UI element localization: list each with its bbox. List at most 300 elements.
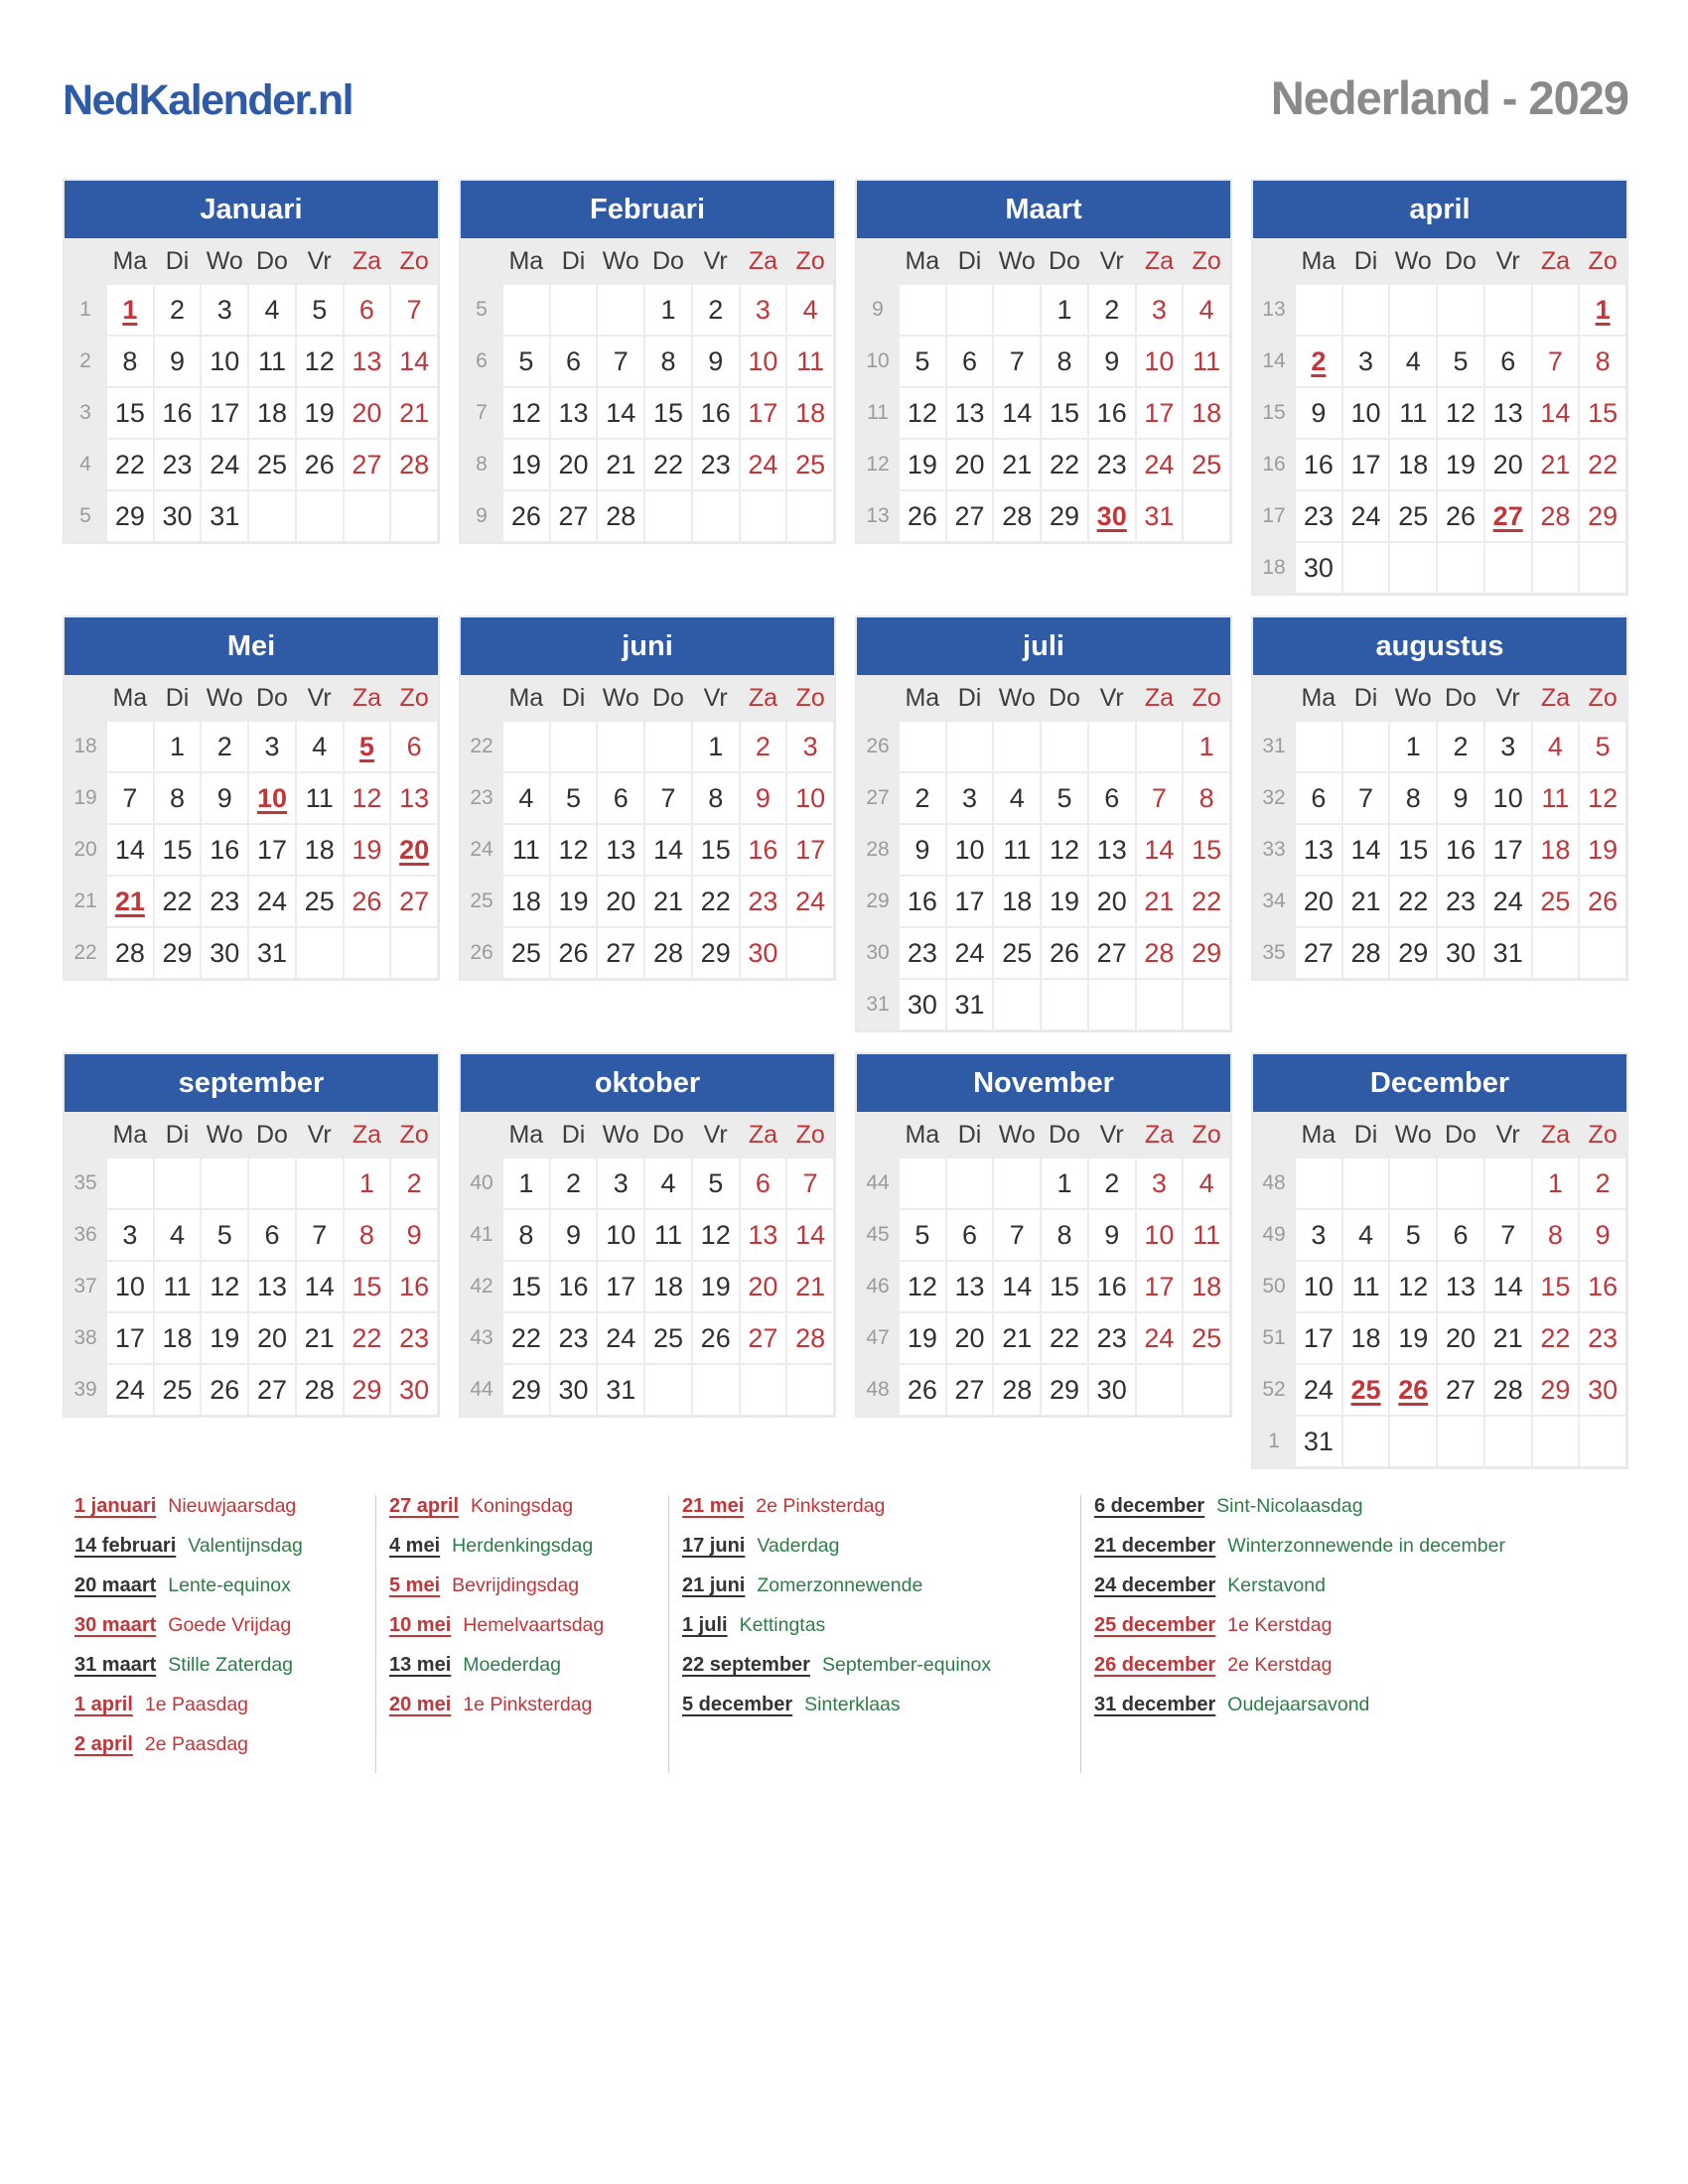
day-cell: 19: [550, 876, 598, 927]
week-number: 46: [866, 1275, 890, 1297]
day-cell: 9: [550, 1209, 598, 1261]
day-cell: 6: [946, 1209, 994, 1261]
day-cell: 11: [1183, 336, 1230, 387]
week-number: 18: [73, 735, 97, 757]
empty-day-cell: [993, 284, 1041, 336]
empty-day-cell: [597, 284, 644, 336]
day-cell: 2: [1088, 284, 1136, 336]
legend-label: 2e Paasdag: [144, 1733, 249, 1755]
day-cell: 27: [344, 439, 391, 490]
day-cell: 17: [201, 387, 248, 439]
day-cell: 5: [1041, 772, 1088, 824]
day-cell: 26: [692, 1312, 740, 1364]
day-cell: 29: [502, 1364, 550, 1416]
day-cell: 28: [644, 927, 692, 979]
empty-day-cell: [1484, 1416, 1532, 1467]
day-cell: 8: [502, 1209, 550, 1261]
day-cell: 9: [1088, 336, 1136, 387]
empty-day-cell: [1389, 1416, 1437, 1467]
day-cell: 18: [993, 876, 1041, 927]
day-cell: 12: [1041, 824, 1088, 876]
day-cell: 17: [597, 1261, 644, 1312]
page-header: [63, 48, 1628, 125]
month-table: [857, 238, 1230, 542]
legend-date: 21 mei: [682, 1495, 745, 1517]
day-cell: 24: [597, 1312, 644, 1364]
day-cell: 30: [899, 979, 946, 1030]
day-cell: 1: [1532, 1158, 1580, 1209]
legend-label: Sinterklaas: [804, 1694, 901, 1715]
day-cell: 26: [899, 1364, 946, 1416]
day-header: Di: [957, 246, 982, 275]
day-cell: 12: [550, 824, 598, 876]
month-table: [461, 675, 834, 979]
month-december: [1251, 1052, 1628, 1469]
day-header: Di: [1353, 246, 1378, 275]
legend-item: [74, 1535, 361, 1559]
legend-date: 21 juni: [682, 1574, 746, 1596]
day-cell: 30: [154, 490, 202, 542]
day-cell: 12: [344, 772, 391, 824]
day-cell: 13: [946, 1261, 994, 1312]
day-cell: 20: [344, 387, 391, 439]
week-number: 22: [73, 941, 97, 964]
week-number: 5: [79, 504, 91, 527]
day-cell: 18: [1183, 387, 1230, 439]
day-cell: 16: [692, 387, 740, 439]
day-cell: 1: [502, 1158, 550, 1209]
day-cell: 13: [1437, 1261, 1484, 1312]
day-cell: 7: [296, 1209, 344, 1261]
day-cell: 6: [946, 336, 994, 387]
day-cell: 16: [154, 387, 202, 439]
day-cell: 30: [1295, 542, 1342, 594]
day-cell: 15: [1183, 824, 1230, 876]
day-cell: 9: [1437, 772, 1484, 824]
day-cell: 15: [1041, 1261, 1088, 1312]
day-cell: 7: [1532, 336, 1580, 387]
day-cell: 30: [1579, 1364, 1626, 1416]
day-cell: 24: [1136, 439, 1184, 490]
week-number: 29: [866, 889, 890, 912]
day-cell: 2: [1437, 721, 1484, 772]
day-header: Zo: [1588, 1120, 1618, 1149]
empty-day-cell: [1183, 1364, 1230, 1416]
day-cell: 4: [1183, 1158, 1230, 1209]
day-cell: 18: [248, 387, 296, 439]
empty-day-cell: [1136, 979, 1184, 1030]
day-cell: 16: [740, 824, 787, 876]
day-header: Wo: [1394, 1120, 1432, 1149]
day-cell: 11: [786, 336, 834, 387]
day-cell: 30: [1088, 490, 1136, 542]
day-cell: 17: [1484, 824, 1532, 876]
empty-day-cell: [1532, 1416, 1580, 1467]
day-header: Do: [1445, 246, 1477, 275]
week-number: 1: [1268, 1430, 1280, 1452]
day-header: Ma: [508, 1120, 544, 1149]
day-cell: 31: [1136, 490, 1184, 542]
day-cell: 18: [1183, 1261, 1230, 1312]
day-header: Di: [561, 683, 586, 712]
legend-date: 14 februari: [74, 1535, 177, 1557]
day-cell: 9: [390, 1209, 438, 1261]
day-cell: 14: [993, 387, 1041, 439]
legend-label: Kettingtas: [739, 1614, 826, 1636]
month-table: [1253, 1112, 1626, 1467]
day-cell: 7: [597, 336, 644, 387]
week-number: 11: [867, 401, 889, 424]
day-cell: 19: [1437, 439, 1484, 490]
day-cell: 6: [1295, 772, 1342, 824]
day-cell: 21: [993, 1312, 1041, 1364]
day-cell: 27: [1437, 1364, 1484, 1416]
day-cell: 14: [1342, 824, 1390, 876]
empty-day-cell: [946, 1158, 994, 1209]
day-cell: 23: [1295, 490, 1342, 542]
empty-day-cell: [946, 721, 994, 772]
page-title: Nederland - 2029: [1270, 71, 1628, 124]
day-cell: 1: [154, 721, 202, 772]
corner-cell: [461, 675, 502, 721]
day-cell: 17: [248, 824, 296, 876]
day-cell: 6: [550, 336, 598, 387]
day-cell: 20: [1295, 876, 1342, 927]
empty-day-cell: [1437, 284, 1484, 336]
week-number: 13: [866, 504, 890, 527]
day-cell: 13: [550, 387, 598, 439]
day-cell: 3: [740, 284, 787, 336]
day-cell: 29: [1389, 927, 1437, 979]
legend-item: [682, 1694, 1066, 1717]
corner-cell: [857, 238, 899, 284]
legend-item: [1094, 1694, 1615, 1717]
day-cell: 28: [106, 927, 154, 979]
day-cell: 15: [1041, 387, 1088, 439]
day-cell: 9: [1088, 1209, 1136, 1261]
day-cell: 21: [644, 876, 692, 927]
day-header: Vr: [1495, 1120, 1520, 1149]
month-table: [857, 675, 1230, 1030]
week-number: 21: [73, 889, 97, 912]
day-header: Wo: [998, 1120, 1036, 1149]
day-header: Za: [1540, 246, 1571, 275]
day-cell: 9: [201, 772, 248, 824]
day-cell: 28: [993, 1364, 1041, 1416]
day-cell: 18: [296, 824, 344, 876]
day-cell: 1: [644, 284, 692, 336]
month-januari: [63, 179, 440, 544]
day-cell: 25: [296, 876, 344, 927]
day-cell: 27: [946, 490, 994, 542]
week-number: 2: [79, 349, 91, 372]
day-cell: 8: [154, 772, 202, 824]
day-cell: 17: [1342, 439, 1390, 490]
day-cell: 5: [201, 1209, 248, 1261]
day-cell: 26: [201, 1364, 248, 1416]
week-number: 49: [1262, 1223, 1286, 1246]
legend-column: [1080, 1495, 1628, 1773]
empty-day-cell: [1437, 542, 1484, 594]
day-cell: 15: [692, 824, 740, 876]
legend-label: 1e Pinksterdag: [463, 1694, 593, 1715]
day-cell: 14: [296, 1261, 344, 1312]
day-header: Wo: [602, 683, 639, 712]
day-cell: 14: [644, 824, 692, 876]
day-cell: 19: [1389, 1312, 1437, 1364]
site-logo[interactable]: NedKalender.nl: [63, 76, 353, 124]
week-number: 14: [1262, 349, 1286, 372]
day-cell: 4: [296, 721, 344, 772]
day-cell: 31: [946, 979, 994, 1030]
day-cell: 24: [248, 876, 296, 927]
legend-date: 20 mei: [389, 1694, 452, 1715]
week-number: 9: [476, 504, 488, 527]
day-cell: 25: [644, 1312, 692, 1364]
empty-day-cell: [1342, 1416, 1390, 1467]
week-number: 6: [476, 349, 488, 372]
empty-day-cell: [248, 490, 296, 542]
day-cell: 27: [1088, 927, 1136, 979]
empty-day-cell: [692, 1364, 740, 1416]
legend-date: 6 december: [1094, 1495, 1205, 1517]
day-cell: 30: [550, 1364, 598, 1416]
legend-date: 5 december: [682, 1694, 793, 1715]
day-cell: 28: [1136, 927, 1184, 979]
day-cell: 8: [1183, 772, 1230, 824]
day-header: Do: [1445, 683, 1477, 712]
day-cell: 29: [106, 490, 154, 542]
empty-day-cell: [1532, 542, 1580, 594]
day-cell: 2: [390, 1158, 438, 1209]
week-number: 1: [79, 298, 91, 321]
day-cell: 2: [1295, 336, 1342, 387]
day-cell: 22: [692, 876, 740, 927]
day-cell: 3: [946, 772, 994, 824]
day-cell: 6: [1484, 336, 1532, 387]
day-cell: 21: [597, 439, 644, 490]
day-cell: 16: [1295, 439, 1342, 490]
day-cell: 11: [296, 772, 344, 824]
day-cell: 19: [502, 439, 550, 490]
legend-item: [74, 1574, 361, 1598]
empty-day-cell: [786, 927, 834, 979]
day-cell: 15: [106, 387, 154, 439]
month-title: september: [65, 1054, 438, 1112]
day-cell: 28: [1532, 490, 1580, 542]
day-header: Ma: [1301, 1120, 1336, 1149]
empty-day-cell: [899, 1158, 946, 1209]
month-november: [855, 1052, 1232, 1418]
day-cell: 1: [1389, 721, 1437, 772]
legend-date: 2 april: [74, 1733, 133, 1755]
day-cell: 12: [899, 387, 946, 439]
day-cell: 10: [1342, 387, 1390, 439]
day-cell: 23: [1088, 1312, 1136, 1364]
day-header: Wo: [206, 1120, 243, 1149]
day-cell: 6: [597, 772, 644, 824]
day-header: Zo: [399, 246, 429, 275]
day-cell: 16: [201, 824, 248, 876]
day-cell: 11: [248, 336, 296, 387]
day-cell: 27: [550, 490, 598, 542]
day-header: Vr: [1495, 683, 1520, 712]
day-cell: 9: [1579, 1209, 1626, 1261]
day-cell: 3: [1484, 721, 1532, 772]
day-cell: 17: [1136, 387, 1184, 439]
day-cell: 16: [1088, 1261, 1136, 1312]
empty-day-cell: [1136, 721, 1184, 772]
day-cell: 10: [201, 336, 248, 387]
day-header: Za: [748, 246, 778, 275]
legend-item: [1094, 1574, 1615, 1598]
day-cell: 27: [1484, 490, 1532, 542]
empty-day-cell: [740, 490, 787, 542]
empty-day-cell: [1342, 721, 1390, 772]
day-cell: 23: [1437, 876, 1484, 927]
corner-cell: [857, 675, 899, 721]
month-title: November: [857, 1054, 1230, 1112]
week-number: 22: [470, 735, 493, 757]
empty-day-cell: [993, 1158, 1041, 1209]
day-cell: 18: [1342, 1312, 1390, 1364]
day-cell: 18: [1532, 824, 1580, 876]
day-header: Di: [1353, 683, 1378, 712]
day-cell: 14: [1484, 1261, 1532, 1312]
day-cell: 23: [154, 439, 202, 490]
week-number: 30: [866, 941, 890, 964]
day-header: Za: [1144, 1120, 1175, 1149]
legend-date: 31 december: [1094, 1694, 1216, 1715]
day-cell: 14: [390, 336, 438, 387]
day-cell: 16: [1579, 1261, 1626, 1312]
day-cell: 20: [1437, 1312, 1484, 1364]
day-header: Do: [256, 1120, 288, 1149]
empty-day-cell: [1136, 1364, 1184, 1416]
day-cell: 1: [692, 721, 740, 772]
day-header: Do: [652, 683, 684, 712]
empty-day-cell: [1389, 542, 1437, 594]
day-cell: 15: [644, 387, 692, 439]
empty-day-cell: [993, 979, 1041, 1030]
day-cell: 13: [344, 336, 391, 387]
day-header: Za: [1144, 246, 1175, 275]
day-cell: 10: [248, 772, 296, 824]
legend-item: [389, 1574, 654, 1598]
day-header: Do: [652, 1120, 684, 1149]
month-table: [65, 238, 438, 542]
day-cell: 9: [1295, 387, 1342, 439]
day-cell: 7: [993, 336, 1041, 387]
empty-day-cell: [344, 927, 391, 979]
day-cell: 14: [597, 387, 644, 439]
empty-day-cell: [550, 284, 598, 336]
legend-date: 4 mei: [389, 1535, 441, 1557]
empty-day-cell: [1295, 721, 1342, 772]
empty-day-cell: [1579, 927, 1626, 979]
week-number: 27: [866, 786, 890, 809]
day-header: Ma: [508, 246, 544, 275]
day-cell: 16: [1437, 824, 1484, 876]
day-cell: 30: [740, 927, 787, 979]
legend-item: [74, 1733, 361, 1757]
corner-cell: [461, 1112, 502, 1158]
empty-day-cell: [1484, 542, 1532, 594]
day-cell: 15: [1532, 1261, 1580, 1312]
day-cell: 7: [786, 1158, 834, 1209]
day-cell: 27: [946, 1364, 994, 1416]
week-number: 42: [470, 1275, 493, 1297]
week-number: 39: [73, 1378, 97, 1401]
month-table: [461, 1112, 834, 1416]
day-cell: 17: [740, 387, 787, 439]
day-cell: 6: [1088, 772, 1136, 824]
week-number: 3: [79, 401, 91, 424]
day-cell: 12: [296, 336, 344, 387]
week-number: 48: [866, 1378, 890, 1401]
week-number: 12: [866, 453, 890, 476]
day-cell: 13: [597, 824, 644, 876]
day-cell: 25: [248, 439, 296, 490]
month-table: [65, 1112, 438, 1416]
legend-column: [375, 1495, 668, 1773]
legend-label: Bevrijdingsdag: [452, 1574, 580, 1596]
day-cell: 8: [692, 772, 740, 824]
legend-label: Valentijnsdag: [188, 1535, 303, 1557]
legend-date: 17 juni: [682, 1535, 746, 1557]
day-header: Ma: [905, 683, 940, 712]
empty-day-cell: [1484, 284, 1532, 336]
day-cell: 26: [1041, 927, 1088, 979]
day-cell: 9: [692, 336, 740, 387]
week-number: 5: [476, 298, 488, 321]
day-cell: 7: [1342, 772, 1390, 824]
day-cell: 1: [1041, 284, 1088, 336]
day-cell: 12: [201, 1261, 248, 1312]
legend-date: 22 september: [682, 1654, 810, 1676]
month-title: april: [1253, 181, 1626, 238]
legend-label: Vaderdag: [757, 1535, 840, 1557]
day-cell: 2: [692, 284, 740, 336]
week-number: 26: [470, 941, 493, 964]
day-header: Zo: [399, 1120, 429, 1149]
week-number: 7: [476, 401, 488, 424]
month-table: [65, 675, 438, 979]
day-cell: 28: [993, 490, 1041, 542]
day-cell: 14: [1136, 824, 1184, 876]
day-cell: 21: [786, 1261, 834, 1312]
month-title: Februari: [461, 181, 834, 238]
day-cell: 4: [1183, 284, 1230, 336]
day-cell: 24: [106, 1364, 154, 1416]
day-header: Vr: [307, 1120, 332, 1149]
empty-day-cell: [786, 1364, 834, 1416]
week-number: 10: [866, 349, 890, 372]
day-cell: 7: [644, 772, 692, 824]
day-cell: 19: [344, 824, 391, 876]
day-cell: 27: [1295, 927, 1342, 979]
day-cell: 26: [502, 490, 550, 542]
day-header: Ma: [1301, 246, 1336, 275]
day-header: Zo: [795, 246, 825, 275]
day-cell: 21: [296, 1312, 344, 1364]
month-title: Maart: [857, 181, 1230, 238]
legend-item: [74, 1694, 361, 1717]
day-cell: 6: [344, 284, 391, 336]
day-cell: 28: [1484, 1364, 1532, 1416]
day-header: Ma: [905, 246, 940, 275]
day-cell: 14: [1532, 387, 1580, 439]
